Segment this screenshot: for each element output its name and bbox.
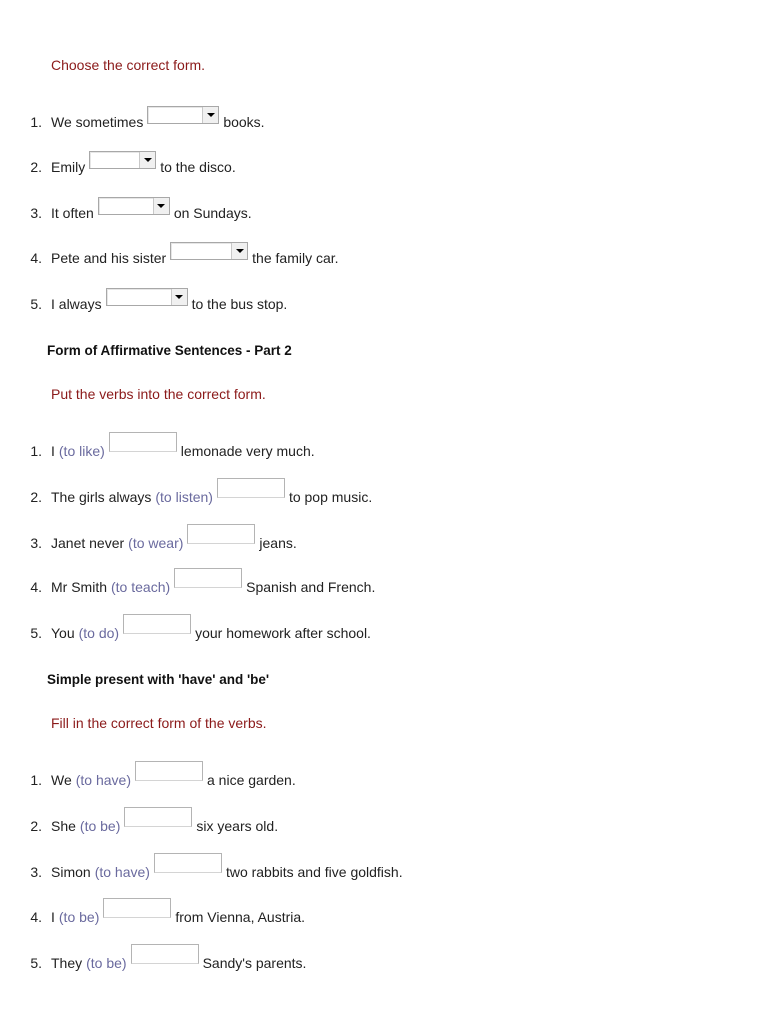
answer-input[interactable] (103, 898, 171, 918)
item-number: 2. (30, 159, 42, 175)
section1-instruction: Choose the correct form. (51, 57, 206, 73)
sentence-start: They (51, 955, 83, 971)
item-number: 5. (30, 296, 42, 312)
section3-heading: Simple present with 'have' and 'be' (47, 672, 270, 687)
sentence-start: We sometimes (51, 114, 144, 130)
sentence-start: Emily (51, 159, 86, 175)
item-number: 1. (30, 114, 42, 130)
item-number: 4. (30, 250, 42, 266)
sentence-start: Pete and his sister (51, 250, 167, 266)
sentence-start: Janet never (51, 535, 125, 551)
item-number: 5. (30, 625, 42, 641)
sentence-end: to pop music. (288, 489, 373, 505)
list-item (0, 768, 296, 792)
sentence-end: jeans. (259, 535, 297, 551)
sentence-end: to the disco. (160, 159, 236, 175)
sentence-end: books. (223, 114, 265, 130)
list-item (0, 621, 371, 645)
chevron-down-icon[interactable] (171, 289, 187, 305)
sentence-end: six years old. (196, 818, 279, 834)
sentence-end: lemonade very much. (180, 443, 315, 459)
list-item (0, 155, 236, 179)
item-number: 3. (30, 205, 42, 221)
section3-instruction: Fill in the correct form of the verbs. (51, 715, 267, 731)
list-item (0, 531, 297, 555)
list-item (0, 246, 339, 270)
list-item (0, 292, 287, 316)
item-number: 4. (30, 909, 42, 925)
chevron-down-icon[interactable] (139, 152, 155, 168)
sentence-start: Mr Smith (51, 579, 107, 595)
sentence-start: It often (51, 205, 94, 221)
list-item (0, 860, 403, 884)
sentence-start: You (51, 625, 75, 641)
sentence-end: a nice garden. (207, 772, 296, 788)
chevron-down-icon[interactable] (231, 243, 247, 259)
sentence-end: to the bus stop. (191, 296, 288, 312)
list-item (0, 110, 265, 134)
sentence-end: Sandy's parents. (202, 955, 307, 971)
verb-hint: (to have) (94, 864, 150, 880)
sentence-start: Simon (51, 864, 91, 880)
answer-dropdown[interactable] (170, 242, 248, 260)
sentence-end: your homework after school. (195, 625, 371, 641)
sentence-start: The girls always (51, 489, 152, 505)
verb-hint: (to do) (78, 625, 120, 641)
sentence-end: the family car. (252, 250, 339, 266)
answer-dropdown[interactable] (98, 197, 170, 215)
item-number: 4. (30, 579, 42, 595)
sentence-start: We (51, 772, 72, 788)
list-item (0, 905, 305, 929)
answer-input[interactable] (135, 761, 203, 781)
item-number: 3. (30, 535, 42, 551)
answer-input[interactable] (109, 432, 177, 452)
chevron-down-icon[interactable] (153, 198, 169, 214)
answer-input[interactable] (124, 807, 192, 827)
answer-dropdown[interactable] (106, 288, 188, 306)
item-number: 2. (30, 489, 42, 505)
answer-input[interactable] (154, 853, 222, 873)
sentence-end: from Vienna, Austria. (175, 909, 306, 925)
item-number: 2. (30, 818, 42, 834)
item-number: 1. (30, 443, 42, 459)
verb-hint: (to like) (58, 443, 105, 459)
sentence-start: I always (51, 296, 102, 312)
verb-hint: (to be) (79, 818, 121, 834)
answer-input[interactable] (217, 478, 285, 498)
item-number: 3. (30, 864, 42, 880)
answer-dropdown[interactable] (89, 151, 156, 169)
list-item (0, 575, 375, 599)
chevron-down-icon[interactable] (202, 107, 218, 123)
list-item (0, 201, 252, 225)
item-number: 5. (30, 955, 42, 971)
answer-dropdown[interactable] (147, 106, 219, 124)
section2-instruction: Put the verbs into the correct form. (51, 386, 266, 402)
answer-input[interactable] (123, 614, 191, 634)
answer-input[interactable] (131, 944, 199, 964)
section2-heading: Form of Affirmative Sentences - Part 2 (47, 343, 292, 358)
sentence-end: two rabbits and five goldfish. (225, 864, 403, 880)
sentence-start: I (51, 909, 55, 925)
sentence-end: Spanish and French. (246, 579, 376, 595)
sentence-start: I (51, 443, 55, 459)
verb-hint: (to wear) (128, 535, 184, 551)
list-item (0, 951, 306, 975)
answer-input[interactable] (174, 568, 242, 588)
list-item (0, 439, 315, 463)
list-item (0, 814, 278, 838)
answer-input[interactable] (187, 524, 255, 544)
sentence-end: on Sundays. (173, 205, 252, 221)
item-number: 1. (30, 772, 42, 788)
verb-hint: (to listen) (155, 489, 213, 505)
verb-hint: (to be) (58, 909, 100, 925)
verb-hint: (to teach) (111, 579, 171, 595)
sentence-start: She (51, 818, 76, 834)
list-item (0, 485, 372, 509)
verb-hint: (to have) (75, 772, 131, 788)
verb-hint: (to be) (86, 955, 127, 971)
